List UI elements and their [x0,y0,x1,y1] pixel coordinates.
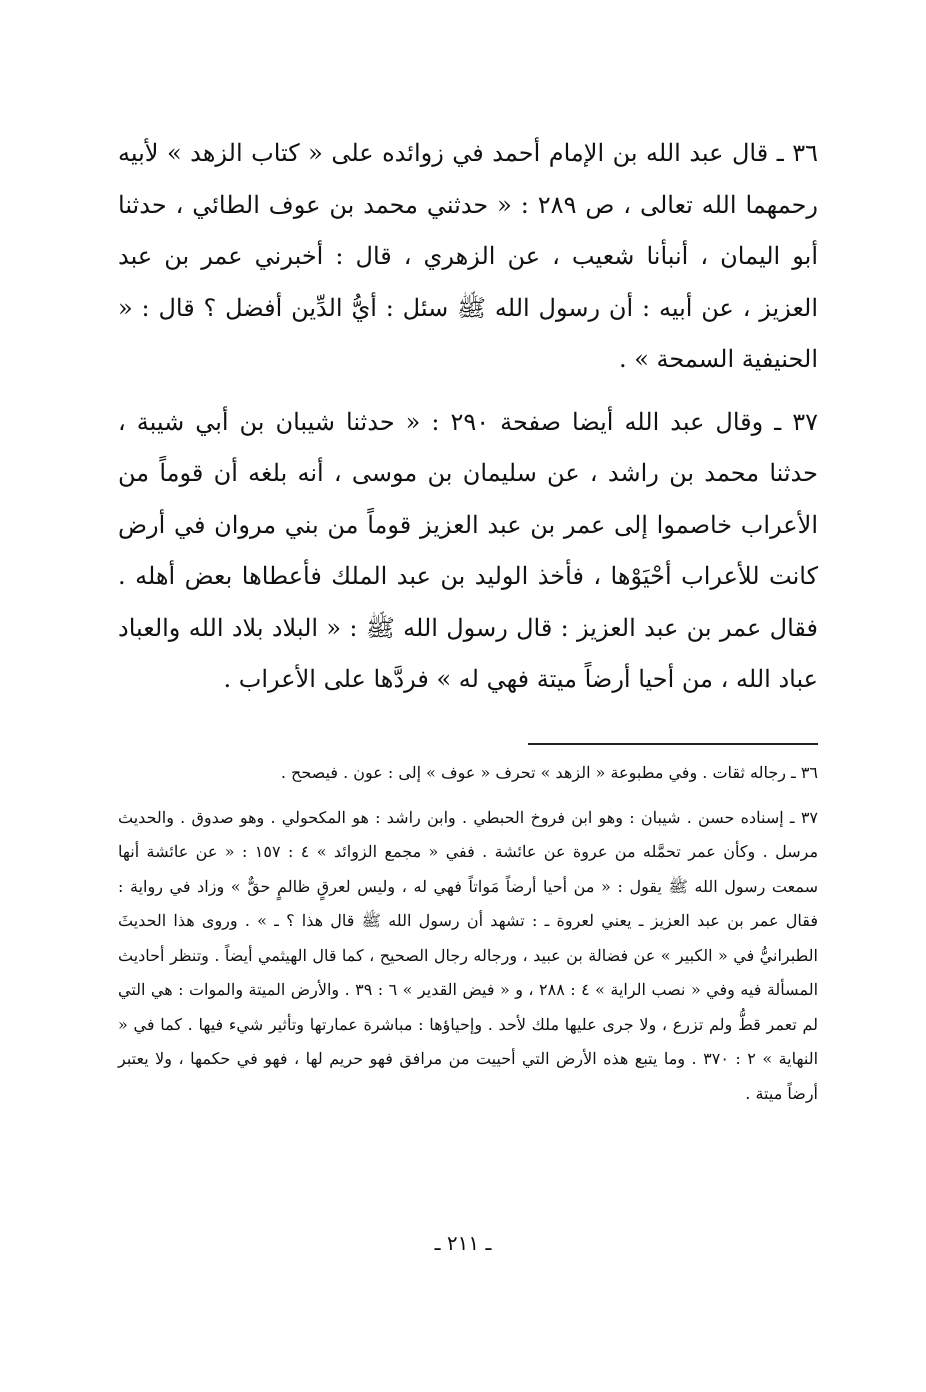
paragraph-37: ٣٧ ـ وقال عبد الله أيضا صفحة ٢٩٠ : « حدثنا شيبان بن أبي شيبة ، حدثنا محمد بن راشد ، عن سليمان بن موسى ، أنه بلغه أن قوماً من الأعراب خاصموا إلى عمر بن عبد العزيز قوماً من بني مروان في أرض كانت للأعراب أحْيَوْها ، فأخذ الوليد بن عبد الملك فأعطاها بعض أهله . فقال عمر بن عبد العزيز : قال رسول الله ﷺ : « البلاد بلاد الله والعباد عباد الله ، من أحيا أرضاً ميتة فهي له » فردَّها على الأعراب . [118,407,818,693]
footnote-36: ٣٦ ـ رجاله ثقات . وفي مطبوعة « الزهد » تحرف « عوف » إلى : عون . فيصحح . [280,763,818,782]
footnotes [118,756,818,1111]
paragraph-36: ٣٦ ـ قال عبد الله بن الإمام أحمد في زوائده على « كتاب الزهد » لأبيه رحمهما الله تعالى ، ص ٢٨٩ : « حدثني محمد بن عوف الطائي ، حدثنا أبو اليمان ، أنبأنا شعيب ، عن الزهري ، قال : أخبرني عمر بن عبد العزيز ، عن أبيه : أن رسول الله ﷺ سئل : أيُّ الدِّين أفضل ؟ قال : « الحنيفية السمحة » . [118,139,819,373]
footnote-37: ٣٧ ـ إسناده حسن . شيبان : وهو ابن فروخ الحبطي . وابن راشد : هو المكحولي . وهو صدوق . والحديث مرسل . وكأن عمر تحمَّله من عروة عن عائشة . ففي « مجمع الزوائد » ٤ : ١٥٧ : « عن عائشة أنها سمعت رسول الله ﷺ يقول : « من أحيا أرضاً مَواتاً فهي له ، وليس لعرقٍ ظالمٍ حقٌّ » وزاد في رواية : فقال عمر بن عبد العزيز ـ يعني لعروة ـ : تشهد أن رسول الله ﷺ قال هذا ؟ ـ » . وروى هذا الحديثَ الطبرانيُّ في « الكبير » عن فضالة بن عبيد ، ورجاله رجال الصحيح ، كما قال الهيثمي أيضاً . وتنظر أحاديث المسألة فيه وفي « نصب الراية » ٤ : ٢٨٨ ، و « فيض القدير » ٦ : ٣٩ . والأرض الميتة والموات : هي التي لم تعمر قطُّ ولم تزرع ، ولا جرى عليها ملك لأحد . وإحياؤها : مباشرة عمارتها وتأثير شيء فيها . كما في « النهاية » ٢ : ٣٧٠ . وما يتبع هذه الأرض التي أحييت من مرافق فهو حريم لها ، فهو في حكمها ، ولا يعتبر أرضاً ميتة . [118,807,819,1103]
main-text [118,128,818,706]
page-number: ـ ٢١١ ـ [434,1231,492,1255]
footnote-divider [528,743,818,745]
